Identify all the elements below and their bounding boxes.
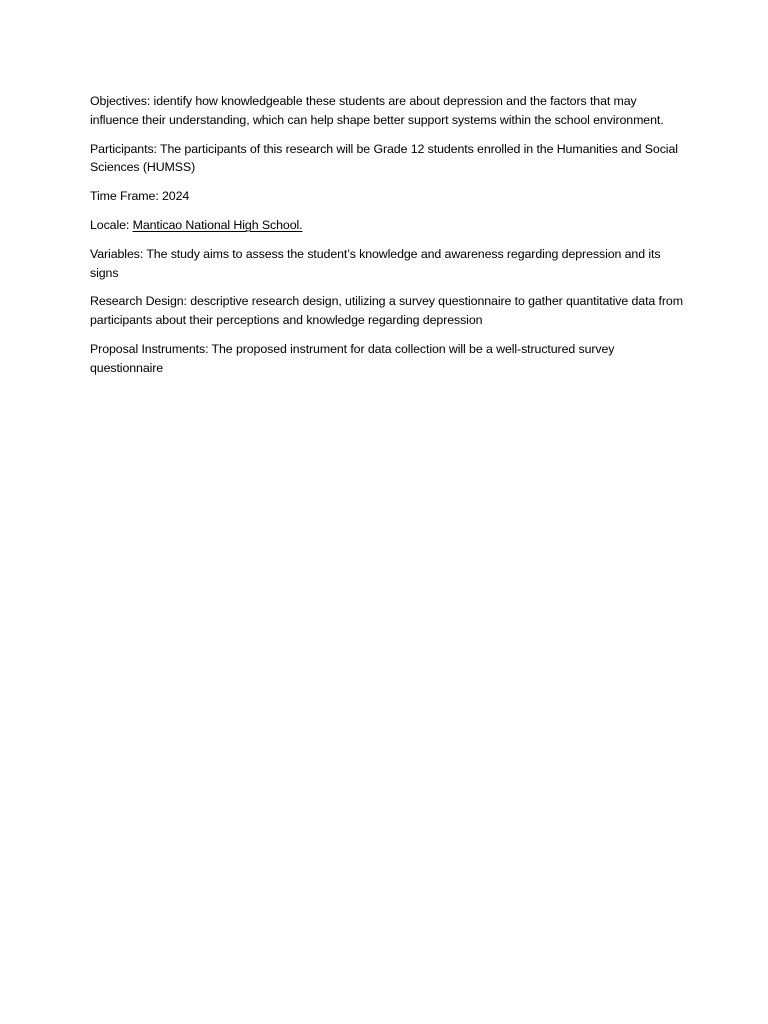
proposal-instruments-paragraph bbox=[90, 340, 686, 378]
time-frame-text: 2024 bbox=[162, 189, 190, 204]
research-design-paragraph bbox=[90, 292, 686, 330]
research-design-text: descriptive research design, utilizing a survey questionnaire to gather quantitative data from participants about their perceptions and knowledge regarding depression bbox=[90, 294, 683, 328]
document-body bbox=[90, 92, 686, 388]
locale-label: Locale: bbox=[90, 217, 130, 232]
participants-label: Participants: bbox=[90, 141, 157, 156]
variables-label: Variables: bbox=[90, 246, 144, 261]
objectives-paragraph bbox=[90, 92, 686, 130]
time-frame-label: Time Frame: bbox=[90, 189, 159, 204]
objectives-label: Objectives: bbox=[90, 94, 151, 108]
research-design-label: Research Design: bbox=[90, 294, 187, 309]
locale-text: Manticao National High School. bbox=[132, 217, 303, 232]
proposal-instruments-label: Proposal Instruments: bbox=[90, 341, 209, 356]
proposal-instruments-text: The proposed instrument for data collection will be a well-structured survey questionnaire bbox=[90, 341, 615, 375]
time-frame-paragraph bbox=[90, 187, 686, 206]
variables-text: The study aims to assess the student’s knowledge and awareness regarding depression and its signs bbox=[90, 246, 661, 280]
participants-paragraph bbox=[90, 140, 686, 178]
locale-paragraph bbox=[90, 216, 686, 235]
variables-paragraph bbox=[90, 245, 686, 283]
participants-text: The participants of this research will be Grade 12 students enrolled in the Humanities and Social Sciences (HUMSS) bbox=[90, 141, 678, 175]
objectives-text: identify how knowledgeable these students are about depression and the factors that may influence their understanding, which can help shape better support systems within the school environment. bbox=[90, 94, 664, 127]
